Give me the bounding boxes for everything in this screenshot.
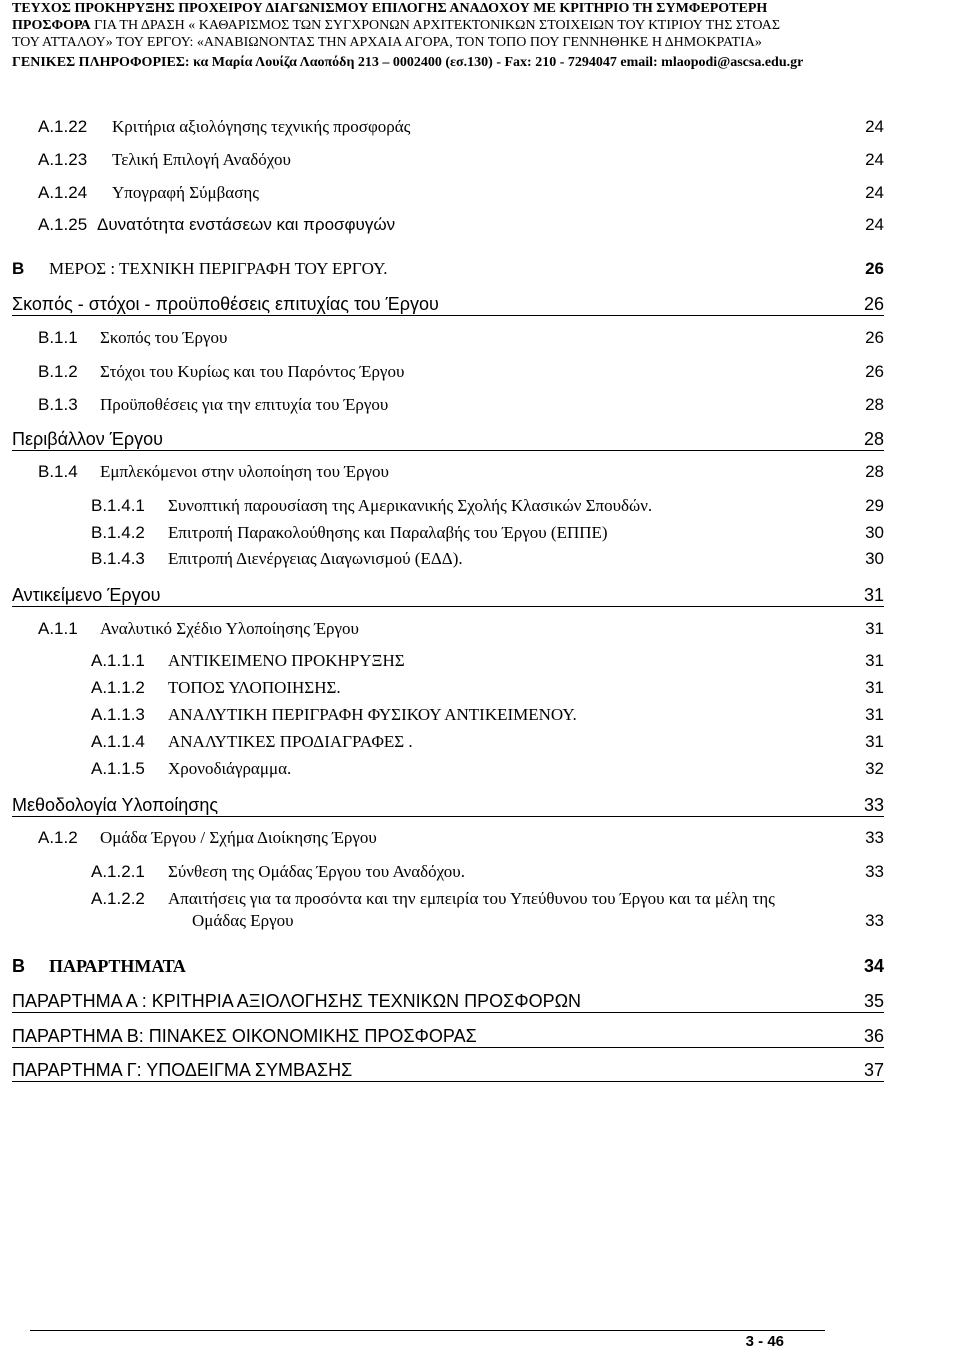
toc-entry-number: Β.1.4	[38, 462, 78, 481]
toc-entry-page: 31	[865, 619, 884, 638]
toc-entry-number: Α.1.1.5	[91, 759, 145, 778]
toc-entry-page: 33	[865, 828, 884, 847]
toc-entry-title: Προϋποθέσεις για την επιτυχία του Έργου	[100, 395, 389, 414]
toc-entry-page: 30	[865, 549, 884, 568]
toc-entry-title: Περιβάλλον Έργου	[12, 429, 163, 449]
toc-entry-title: ΠΑΡΑΡΤΗΜΑΤΑ	[49, 956, 186, 976]
toc-entry-page: 31	[865, 651, 884, 670]
toc-entry-title: Χρονοδιάγραμμα.	[168, 759, 292, 778]
toc-entry-page: 26	[865, 328, 884, 347]
toc-entry-title: ΜΕΡΟΣ : ΤΕΧΝΙΚΗ ΠΕΡΙΓΡΑΦΗ ΤΟΥ ΕΡΓΟΥ.	[49, 259, 388, 278]
toc-entry-page: 24	[865, 117, 884, 136]
toc-entry-number: Α.1.1	[38, 619, 78, 638]
toc-entry-title: Σύνθεση της Ομάδας Έργου του Αναδόχου.	[168, 862, 465, 881]
toc-entry-number: Β.1.4.3	[91, 549, 145, 568]
toc-entry-title: Υπογραφή Σύμβασης	[112, 183, 259, 202]
toc-entry-number: Α.1.2.1	[91, 862, 145, 881]
toc-entry-page: 28	[865, 462, 884, 481]
toc-entry-number: Α.1.25	[38, 215, 88, 234]
toc-entry-page: 31	[865, 678, 884, 697]
toc-entry-number: Β.1.4.1	[91, 496, 145, 515]
header-line-1: ΤΕΥΧΟΣ ΠΡΟΚΗΡΥΞΗΣ ΠΡΟΧΕΙΡΟΥ ΔΙΑΓΩΝΙΣΜΟΥ ΕΠΙΛΟΓΗΣ ΑΝΑΔΟΧΟΥ ΜΕ ΚΡΙΤΗΡΙΟ ΤΗ ΣΥΜΦΕΡΟΤΕΡΗ	[12, 1, 768, 16]
toc-appendix-heading[interactable]	[12, 990, 884, 1013]
toc-entry-page: 34	[863, 956, 884, 976]
toc-entry-number: Α.1.1.4	[91, 732, 145, 751]
toc-entry-title: Αναλυτικό Σχέδιο Υλοποίησης Έργου	[100, 619, 359, 638]
toc-entry-title: Επιτροπή Παρακολούθησης και Παραλαβής του Έργου (ΕΠΠΕ)	[168, 523, 608, 542]
toc-entry-number: Α.1.1.1	[91, 651, 145, 670]
toc-entry-page: 26	[863, 294, 884, 314]
toc-entry-title: Κριτήρια αξιολόγησης τεχνικής προσφοράς	[112, 117, 411, 136]
toc-section-heading[interactable]	[12, 584, 884, 607]
toc-entry-page: 31	[865, 705, 884, 724]
toc-entry-page: 35	[863, 991, 884, 1011]
toc-entry-title: Αντικείμενο Έργου	[12, 585, 161, 605]
toc-entry-title: Εμπλεκόμενοι στην υλοποίηση του Έργου	[100, 462, 389, 481]
toc-entry-number: Α.1.1.2	[91, 678, 145, 697]
toc-entry-page: 31	[865, 732, 884, 751]
toc-entry-title: ΠΑΡΑΡΤΗΜΑ Β: ΠΙΝΑΚΕΣ ΟΙΚΟΝΟΜΙΚΗΣ ΠΡΟΣΦΟΡΑΣ	[12, 1026, 477, 1046]
toc-section-heading[interactable]	[12, 428, 884, 451]
toc-entry-title: Επιτροπή Διενέργειας Διαγωνισμού (ΕΔΔ).	[168, 549, 463, 568]
toc-entry-page: 24	[865, 150, 884, 169]
toc-entry-page: 33	[865, 911, 884, 930]
toc-entry-number: Α.1.1.3	[91, 705, 145, 724]
footer-page-number: 3 - 46	[745, 1333, 784, 1350]
toc-entry-number: Β.1.3	[38, 395, 78, 414]
toc-entry-title: Τελική Επιλογή Αναδόχου	[112, 150, 291, 169]
toc-section-heading[interactable]	[12, 293, 884, 316]
toc-entry-page: 26	[865, 259, 884, 278]
toc-entry-title: Ομάδα Έργου / Σχήμα Διοίκησης Έργου	[100, 828, 377, 847]
toc-entry-title-continuation: Ομάδας Εργου	[192, 911, 294, 930]
toc-entry-number: Β.1.2	[38, 362, 78, 381]
toc-entry-page: 24	[865, 215, 884, 234]
toc-entry-page: 26	[865, 362, 884, 381]
toc-entry-number: Β.1.4.2	[91, 523, 145, 542]
header-line-3: ΤΟΥ ΑΤΤΑΛΟΥ» ΤΟΥ ΕΡΓΟΥ: «ΑΝΑΒΙΩΝΟΝΤΑΣ ΤΗΝ ΑΡΧΑΙΑ ΑΓΟΡΑ, ΤΟΝ ΤΟΠΟ ΠΟΥ ΓΕΝΝΗΘΗΚΕ Η ΔΗΜΟΚΡΑΤΙΑ»	[12, 35, 762, 50]
toc-entry-number: Α.1.2	[38, 828, 78, 847]
toc-entry-title: ΠΑΡΑΡΤΗΜΑ Α : ΚΡΙΤΗΡΙΑ ΑΞΙΟΛΟΓΗΣΗΣ ΤΕΧΝΙΚΩΝ ΠΡΟΣΦΟΡΩΝ	[12, 991, 582, 1011]
toc-entry-title: Σκοπός - στόχοι - προϋποθέσεις επιτυχίας του Έργου	[12, 294, 439, 314]
toc-entry-page: 29	[865, 496, 884, 515]
toc-entry[interactable]	[91, 888, 884, 936]
toc-entry-number: Β	[12, 956, 25, 976]
toc-entry-number: Β.1.1	[38, 328, 78, 347]
toc-appendix-heading[interactable]	[12, 1025, 884, 1048]
toc-section-heading[interactable]	[12, 794, 884, 817]
toc-entry-page: 36	[863, 1026, 884, 1046]
toc-entry-title: Μεθοδολογία Υλοποίησης	[12, 795, 219, 815]
toc-entry-title: ΑΝΑΛΥΤΙΚΕΣ ΠΡΟΔΙΑΓΡΑΦΕΣ .	[168, 732, 413, 751]
toc-entry-title: Συνοπτική παρουσίαση της Αμερικανικής Σχολής Κλασικών Σπουδών.	[168, 496, 653, 515]
toc-entry-page: 32	[865, 759, 884, 778]
toc-entry-number: Α.1.2.2	[91, 889, 145, 908]
toc-entry-title: Στόχοι του Κυρίως και του Παρόντος Έργου	[100, 362, 405, 381]
toc-entry-title: Σκοπός του Έργου	[100, 328, 228, 347]
toc-entry-page: 28	[865, 395, 884, 414]
toc-entry-number: Α.1.24	[38, 183, 88, 202]
toc-entry-title: Δυνατότητα ενστάσεων και προσφυγών	[97, 215, 396, 234]
toc-entry-number: Β	[12, 259, 25, 278]
toc-entry-title: ΑΝΑΛΥΤΙΚΗ ΠΕΡΙΓΡΑΦΗ ΦΥΣΙΚΟΥ ΑΝΤΙΚΕΙΜΕΝΟΥ.	[168, 705, 577, 724]
header-line-4: ΓΕΝΙΚΕΣ ΠΛΗΡΟΦΟΡΙΕΣ: κα Μαρία Λουίζα Λαοπόδη 213 – 0002400 (εσ.130) - Fax: 210 - 7294047 email: mlaopodi@ascsa.edu.gr	[12, 55, 804, 70]
toc-entry-title: Απαιτήσεις για τα προσόντα και την εμπειρία του Υπεύθυνου του Έργου και τα μέλη της	[168, 889, 775, 908]
toc-entry-title: ΠΑΡΑΡΤΗΜΑ Γ: ΥΠΟΔΕΙΓΜΑ ΣΥΜΒΑΣΗΣ	[12, 1060, 353, 1080]
toc-entry-number: Α.1.22	[38, 117, 88, 136]
toc-entry-page: 31	[863, 585, 884, 605]
toc-entry-page: 33	[865, 862, 884, 881]
footer-rule	[30, 1330, 825, 1331]
toc-entry-page: 28	[863, 429, 884, 449]
toc-entry-page: 37	[863, 1060, 884, 1080]
toc-entry-page: 30	[865, 523, 884, 542]
toc-entry-number: Α.1.23	[38, 150, 88, 169]
toc-appendix-heading[interactable]	[12, 1059, 884, 1082]
toc-entry-page: 24	[865, 183, 884, 202]
header-line-2: ΠΡΟΣΦΟΡΑ ΓΙΑ ΤΗ ΔΡΑΣΗ « ΚΑΘΑΡΙΣΜΟΣ ΤΩΝ ΣΥΓΧΡΟΝΩΝ ΑΡΧΙΤΕΚΤΟΝΙΚΩΝ ΣΤΟΙΧΕΙΩΝ ΤΟΥ ΚΤΙΡΙΟΥ ΤΗΣ ΣΤΟΑΣ	[12, 18, 781, 33]
toc-entry-title: ΑΝΤΙΚΕΙΜΕΝΟ ΠΡΟΚΗΡΥΞΗΣ	[168, 651, 405, 670]
toc-entry-title: ΤΟΠΟΣ ΥΛΟΠΟΙΗΣΗΣ.	[168, 678, 341, 697]
toc-entry-page: 33	[863, 795, 884, 815]
